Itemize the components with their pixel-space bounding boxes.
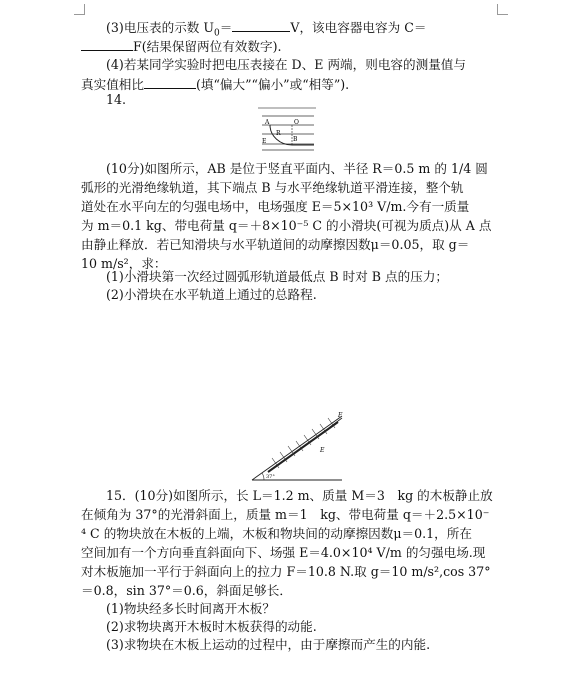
- board: [268, 422, 338, 472]
- q13-part4-line1: (4)若某同学实验时把电压表接在 D、E 两端，则电容的测量值与: [106, 57, 466, 72]
- q14-subquestion-1: (1)小滑块第一次经过圆弧形轨道最低点 B 时对 B 点的压力；: [106, 269, 449, 284]
- q15-subquestion-3: (3)求物块在木板上运动的过程中，由于摩擦而产生的内能.: [106, 637, 431, 652]
- figure-label-A: A: [265, 119, 270, 126]
- figure-label-O: O: [294, 119, 299, 126]
- q15-text-line: 15．(10分)如图所示，长 L＝1.2 m、质量 M＝3 kg 的木板静止放: [106, 488, 493, 503]
- figure-label-R: R: [276, 130, 281, 137]
- q14-text-line: (10分)如图所示，AB 是位于竖直平面内、半径 R＝0.5 m 的 1/4 圆: [106, 161, 488, 176]
- figure-label-angle: 37°: [266, 474, 275, 480]
- figure-label-E: E: [320, 447, 325, 454]
- q14-subquestion-2: (2)小滑块在水平轨道上通过的总路程.: [106, 287, 317, 302]
- q14-text-line: 弧形的光滑绝缘轨道，其下端点 B 与水平绝缘轨道平滑连接，整个轨: [81, 180, 464, 195]
- q15-text-line: ＝0.8，sin 37°＝0.6，斜面足够长．: [81, 583, 292, 598]
- q13-part3-line2: F(结果保留两位有效数字).: [81, 38, 282, 55]
- answer-blank: [144, 76, 196, 89]
- q14-text-line: 由静止释放．若已知滑块与水平轨道间的动摩擦因数μ＝0.05，取 g＝: [81, 237, 470, 252]
- figure-label-F: F: [338, 412, 343, 419]
- q13-part4-line2: 真实值相比 (填“偏大”“偏小”或“相等”).: [81, 77, 350, 92]
- inclined-plane: [252, 416, 342, 480]
- answer-blank: [232, 19, 290, 32]
- q15-subquestion-2: (2)求物块离开木板时木板获得的动能.: [106, 619, 317, 634]
- q13-part3-line1: (3)电压表的示数 $U_0= V$，该电容器电容为 C＝: [106, 20, 427, 39]
- q14-number: 14.: [106, 92, 127, 107]
- angle-arc: [262, 473, 264, 480]
- figure-label-E: E: [262, 138, 267, 145]
- figure-label-B: B: [293, 136, 298, 143]
- answer-blank: [81, 38, 133, 51]
- arc-track: [270, 125, 292, 145]
- q15-text-line: 空间加有一个方向垂直斜面向下、场强 E＝4.0×10⁴ V/m 的匀强电场.现: [81, 545, 486, 560]
- q14-text-line: 道处在水平向左的匀强电场中，电场强度 E＝5×10³ V/m.今有一质量: [81, 199, 470, 214]
- margin-corner-mark-left: [74, 4, 85, 15]
- q14-text-line: 10 m/s²，求：: [81, 256, 167, 271]
- q15-figure: [250, 408, 350, 484]
- margin-corner-mark-right: [497, 4, 508, 15]
- q15-text-line: ⁴ C 的物块放在木板的上端，木板和物块间的动摩擦因数μ＝0.1，所在: [81, 526, 472, 541]
- q14-text-line: 为 m＝0.1 kg、带电荷量 q＝＋8×10⁻⁵ C 的小滑块(可视为质点)从 A 点: [81, 218, 492, 233]
- q15-text-line: 在倾角为 37°的光滑斜面上，质量 m＝1 kg、带电荷量 q＝＋2.5×10⁻: [81, 507, 490, 522]
- q14-figure: [256, 106, 318, 154]
- q15-subquestion-1: (1)物块经多长时间离开木板？: [106, 601, 275, 616]
- q15-text-line: 对木板施加一平行于斜面向上的拉力 F＝10.8 N.取 g＝10 m/s²,cos 37°: [81, 564, 491, 579]
- force-F-arrow: [330, 418, 342, 427]
